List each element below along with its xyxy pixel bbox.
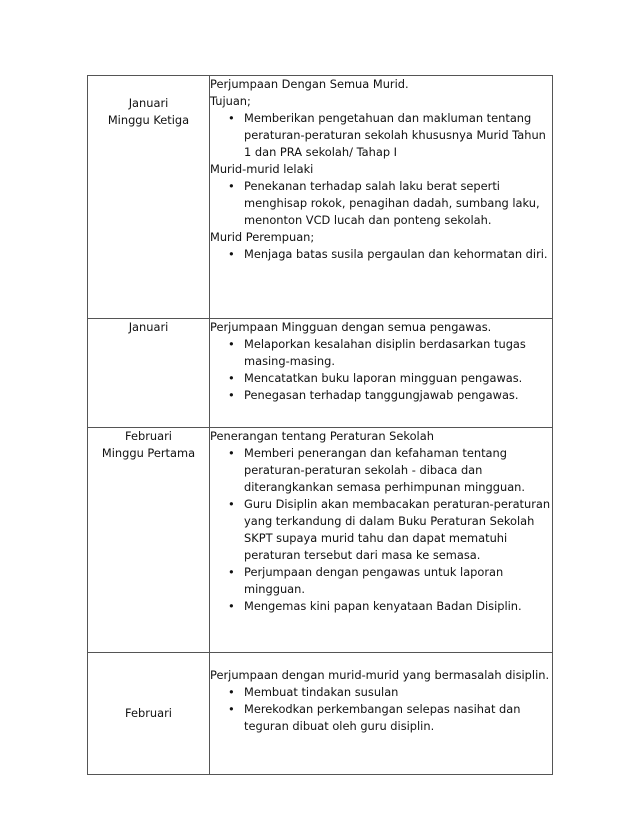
table-row	[88, 428, 553, 653]
period-month: Januari	[128, 96, 169, 110]
period-cell	[88, 76, 210, 319]
bullet-icon: •	[228, 111, 235, 125]
list-item: • Memberikan pengetahuan dan makluman tentang peraturan-peraturan sekolah khususnya Murid Tahun 1 dan PRA sekolah/ Tahap I	[228, 111, 546, 159]
bullet-list	[210, 246, 552, 263]
activity-cell	[210, 76, 553, 319]
list-item: • Perjumpaan dengan pengawas untuk laporan mingguan.	[228, 565, 504, 596]
bullet-icon: •	[228, 337, 235, 351]
table-row	[88, 319, 553, 428]
activity-cell	[210, 653, 553, 775]
bullet-icon: •	[228, 446, 235, 460]
activity-heading: Perjumpaan dengan murid-murid yang bermasalah disiplin.	[210, 668, 550, 682]
activity-subheading: Tujuan;	[210, 94, 251, 108]
activity-cell	[210, 319, 553, 428]
period-month: Februari	[125, 429, 172, 443]
period-cell	[88, 319, 210, 428]
bullet-icon: •	[228, 565, 235, 579]
activity-heading: Perjumpaan Dengan Semua Murid.	[210, 77, 409, 91]
bullet-list	[210, 684, 552, 735]
list-item: • Membuat tindakan susulan	[228, 685, 399, 699]
table-row	[88, 76, 553, 319]
period-week: Minggu Pertama	[101, 446, 196, 460]
bullet-icon: •	[228, 685, 235, 699]
list-item: • Merekodkan perkembangan selepas nasihat dan teguran dibuat oleh guru disiplin.	[228, 702, 521, 733]
bullet-icon: •	[228, 179, 235, 193]
list-item: • Mencatatkan buku laporan mingguan pengawas.	[228, 371, 523, 385]
table-row	[88, 653, 553, 775]
bullet-icon: •	[228, 497, 235, 511]
bullet-list	[210, 445, 552, 615]
activity-heading: Perjumpaan Mingguan dengan semua pengawas.	[210, 320, 492, 334]
bullet-icon: •	[228, 247, 235, 261]
period-cell	[88, 428, 210, 653]
schedule-table	[87, 75, 553, 775]
period-cell	[88, 653, 210, 775]
list-item: • Melaporkan kesalahan disiplin berdasarkan tugas masing-masing.	[228, 337, 526, 368]
list-item: • Penekanan terhadap salah laku berat seperti menghisap rokok, penagihan dadah, sumbang laku, menonton VCD lucah dan ponteng sekolah.	[228, 179, 540, 227]
period-week: Minggu Ketiga	[107, 113, 190, 127]
bullet-list	[210, 336, 552, 404]
period-month: Januari	[128, 320, 169, 334]
activity-subheading: Murid Perempuan;	[210, 230, 315, 244]
bullet-icon: •	[228, 599, 235, 613]
bullet-icon: •	[228, 371, 235, 385]
bullet-list	[210, 178, 552, 229]
activity-subheading: Murid-murid lelaki	[210, 162, 314, 176]
list-item: • Memberi penerangan dan kefahaman tentang peraturan-peraturan sekolah - dibaca dan diterangkankan semasa perhimpunan mingguan.	[228, 446, 526, 494]
list-item: • Menjaga batas susila pergaulan dan kehormatan diri.	[228, 247, 548, 261]
activity-cell	[210, 428, 553, 653]
activity-heading: Penerangan tentang Peraturan Sekolah	[210, 429, 434, 443]
bullet-icon: •	[228, 702, 235, 716]
list-item: • Mengemas kini papan kenyataan Badan Disiplin.	[228, 599, 522, 613]
bullet-icon: •	[228, 388, 235, 402]
period-month: Februari	[125, 706, 172, 720]
bullet-list	[210, 110, 552, 161]
list-item: • Penegasan terhadap tanggungjawab pengawas.	[228, 388, 519, 402]
list-item: • Guru Disiplin akan membacakan peraturan-peraturan yang terkandung di dalam Buku Peraturan Sekolah SKPT supaya murid tahu dan dapat mematuhi peraturan tersebut dari masa ke semasa.	[228, 497, 551, 562]
